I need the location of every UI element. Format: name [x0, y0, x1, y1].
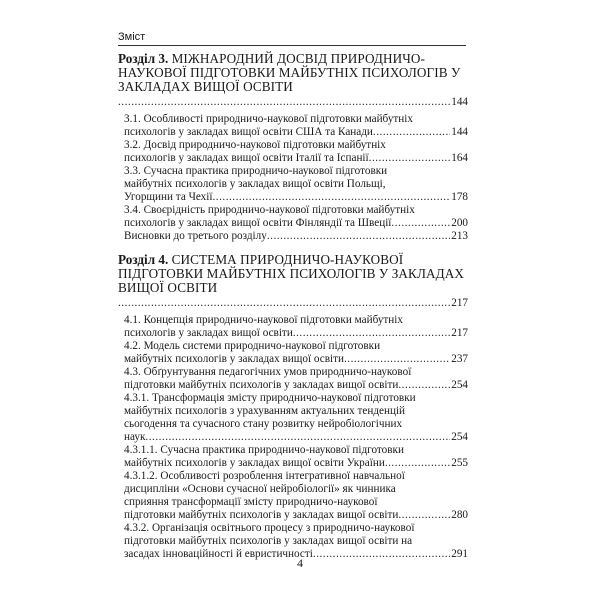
toc-entry-text	[124, 353, 450, 366]
table-of-contents	[118, 50, 468, 561]
toc-entry-line: 4.3.1.2. Особливості розроблення інтегративної навчальної	[124, 470, 405, 482]
toc-entry-text-content: психологів у закладах вищої освіти Фінляндії та Швеції	[124, 217, 392, 229]
toc-entry-text	[124, 457, 450, 470]
toc-entry-page-number: 254	[451, 431, 468, 443]
section-number: Розділ 3.	[118, 51, 169, 66]
toc-entry-text	[124, 431, 450, 444]
toc-entry-line: 4.3.1.1. Сучасна практика природничо-наукової підготовки	[124, 444, 404, 456]
section-heading	[118, 253, 468, 295]
toc-entry-last-line	[124, 126, 468, 139]
toc-entry-text-content: підготовки майбутніх психологів у закладах вищої освіти	[124, 509, 399, 521]
toc-entry-last-line	[124, 152, 468, 165]
toc-entry	[124, 113, 468, 139]
toc-entry-last-line	[124, 353, 468, 366]
toc-entry	[124, 314, 468, 340]
section-page-number: 217	[451, 297, 468, 309]
toc-entry-page-number: 255	[451, 457, 468, 469]
toc-entry-last-line	[124, 457, 468, 470]
section-heading	[118, 52, 468, 94]
toc-entry-text-content: Висновки до третього розділу	[124, 230, 267, 242]
toc-entry-page-number: 144	[451, 126, 468, 138]
section-page-row	[118, 297, 468, 310]
toc-entry-text-content: Угорщини та Чехії	[124, 191, 213, 203]
toc-entry-line: сприяння трансформації змісту природничо-наукової	[124, 496, 378, 508]
toc-entry-text	[124, 217, 450, 230]
toc-entry-page-number: 237	[451, 353, 468, 365]
toc-entry-line: 4.3.2. Організація освітнього процесу з природничо-наукової	[124, 522, 415, 534]
toc-entry-text	[124, 230, 450, 243]
section-block	[118, 52, 468, 243]
toc-entry-line: 3.4. Своєрідність природничо-наукової підготовки майбутніх	[124, 204, 415, 216]
toc-entry-text-content: майбутніх психологів у закладах вищої освіти	[124, 353, 344, 365]
toc-entry-last-line	[124, 217, 468, 230]
toc-entry	[124, 366, 468, 392]
toc-entry-last-line	[124, 191, 468, 204]
toc-entry-page-number: 213	[451, 230, 468, 242]
toc-entry-text-content: психологів у закладах вищої освіти Італії та Іспанії	[124, 152, 369, 164]
toc-entry	[124, 340, 468, 366]
toc-list	[118, 314, 468, 561]
toc-entry-line: дисципліни «Основи сучасної нейробіології» як чинника	[124, 483, 396, 495]
toc-entry-text	[124, 379, 450, 392]
toc-entry-line: підготовки майбутніх психологів у закладах вищої освіти на	[124, 535, 413, 547]
toc-entry-page-number: 291	[451, 548, 468, 560]
running-title: Зміст	[118, 31, 146, 43]
toc-entry-last-line	[124, 509, 468, 522]
section-block	[118, 253, 468, 561]
toc-entry-line: майбутніх психологів у закладах вищої освіти Польщі,	[124, 178, 386, 190]
toc-entry-page-number: 217	[451, 327, 468, 339]
running-header	[118, 30, 466, 46]
toc-entry-page-number: 164	[451, 152, 468, 164]
toc-entry-last-line	[124, 379, 468, 392]
toc-entry-text	[124, 509, 450, 522]
toc-entry-line: майбутніх психологів з урахуванням актуальних тенденцій	[124, 405, 406, 417]
toc-entry-line: 4.3.1. Трансформація змісту природничо-наукової підготовки	[124, 392, 416, 404]
toc-entry-last-line	[124, 431, 468, 444]
toc-entry	[124, 470, 468, 522]
toc-entry-line: сьогодення та сучасного стану розвитку нейробіологічних	[124, 418, 403, 430]
toc-entry-line: 3.1. Особливості природничо-наукової підготовки майбутніх	[124, 113, 413, 125]
toc-entry-text-content: психологів у закладах вищої освіти США та Канади	[124, 126, 373, 138]
toc-entry	[124, 165, 468, 204]
toc-entry-text-content: психологів у закладах вищої освіти	[124, 327, 293, 339]
page-number-footer: 4	[297, 556, 303, 570]
toc-entry-line: 4.1. Концепція природничо-наукової підготовки майбутніх	[124, 314, 404, 326]
toc-entry	[124, 204, 468, 230]
toc-entry-text-content: майбутніх психологів у закладах вищої освіти України	[124, 457, 385, 469]
toc-entry	[124, 230, 468, 243]
toc-entry-line: 4.3. Обґрунтування педагогічних умов природничо-наукової	[124, 366, 412, 378]
toc-entry-last-line	[124, 230, 468, 243]
toc-entry	[124, 392, 468, 444]
toc-entry-line: 4.2. Модель системи природничо-наукової підготовки	[124, 340, 381, 352]
section-page-row	[118, 96, 468, 109]
toc-entry	[124, 139, 468, 165]
toc-entry-page-number: 200	[451, 217, 468, 229]
toc-entry-text-content: засадах інноваційності й евристичності	[124, 548, 313, 560]
dot-leader	[118, 297, 450, 310]
toc-entry-page-number: 280	[451, 509, 468, 521]
toc-entry	[124, 444, 468, 470]
toc-entry-line: 3.3. Сучасна практика природничо-наукової підготовки	[124, 165, 388, 177]
toc-entry-text	[124, 327, 450, 340]
toc-entry-text	[124, 126, 450, 139]
toc-list	[118, 113, 468, 243]
toc-entry-page-number: 254	[451, 379, 468, 391]
toc-entry-text-content: наук	[124, 431, 146, 443]
section-title: СИСТЕМА ПРИРОДНИЧО-НАУКОВОЇ ПІДГОТОВКИ МАЙБУТНІХ ПСИХОЛОГІВ У ЗАКЛАДАХ ВИЩОЇ ОСВІТИ	[118, 252, 464, 295]
section-page-number: 144	[451, 96, 468, 108]
toc-entry-text	[124, 152, 450, 165]
dot-leader	[118, 96, 450, 109]
toc-entry-text	[124, 191, 450, 204]
section-title: МІЖНАРОДНИЙ ДОСВІД ПРИРОДНИЧО-НАУКОВОЇ ПІДГОТОВКИ МАЙБУТНІХ ПСИХОЛОГІВ У ЗАКЛАДАХ ВИЩОЇ ОСВІТИ	[118, 51, 461, 94]
toc-entry-page-number: 178	[451, 191, 468, 203]
toc-entry-text-content: підготовки майбутніх психологів у закладах вищої освіти	[124, 379, 399, 391]
toc-entry-line: 3.2. Досвід природничо-наукової підготовки майбутніх	[124, 139, 386, 151]
toc-entry-last-line	[124, 327, 468, 340]
section-number: Розділ 4.	[118, 252, 169, 267]
